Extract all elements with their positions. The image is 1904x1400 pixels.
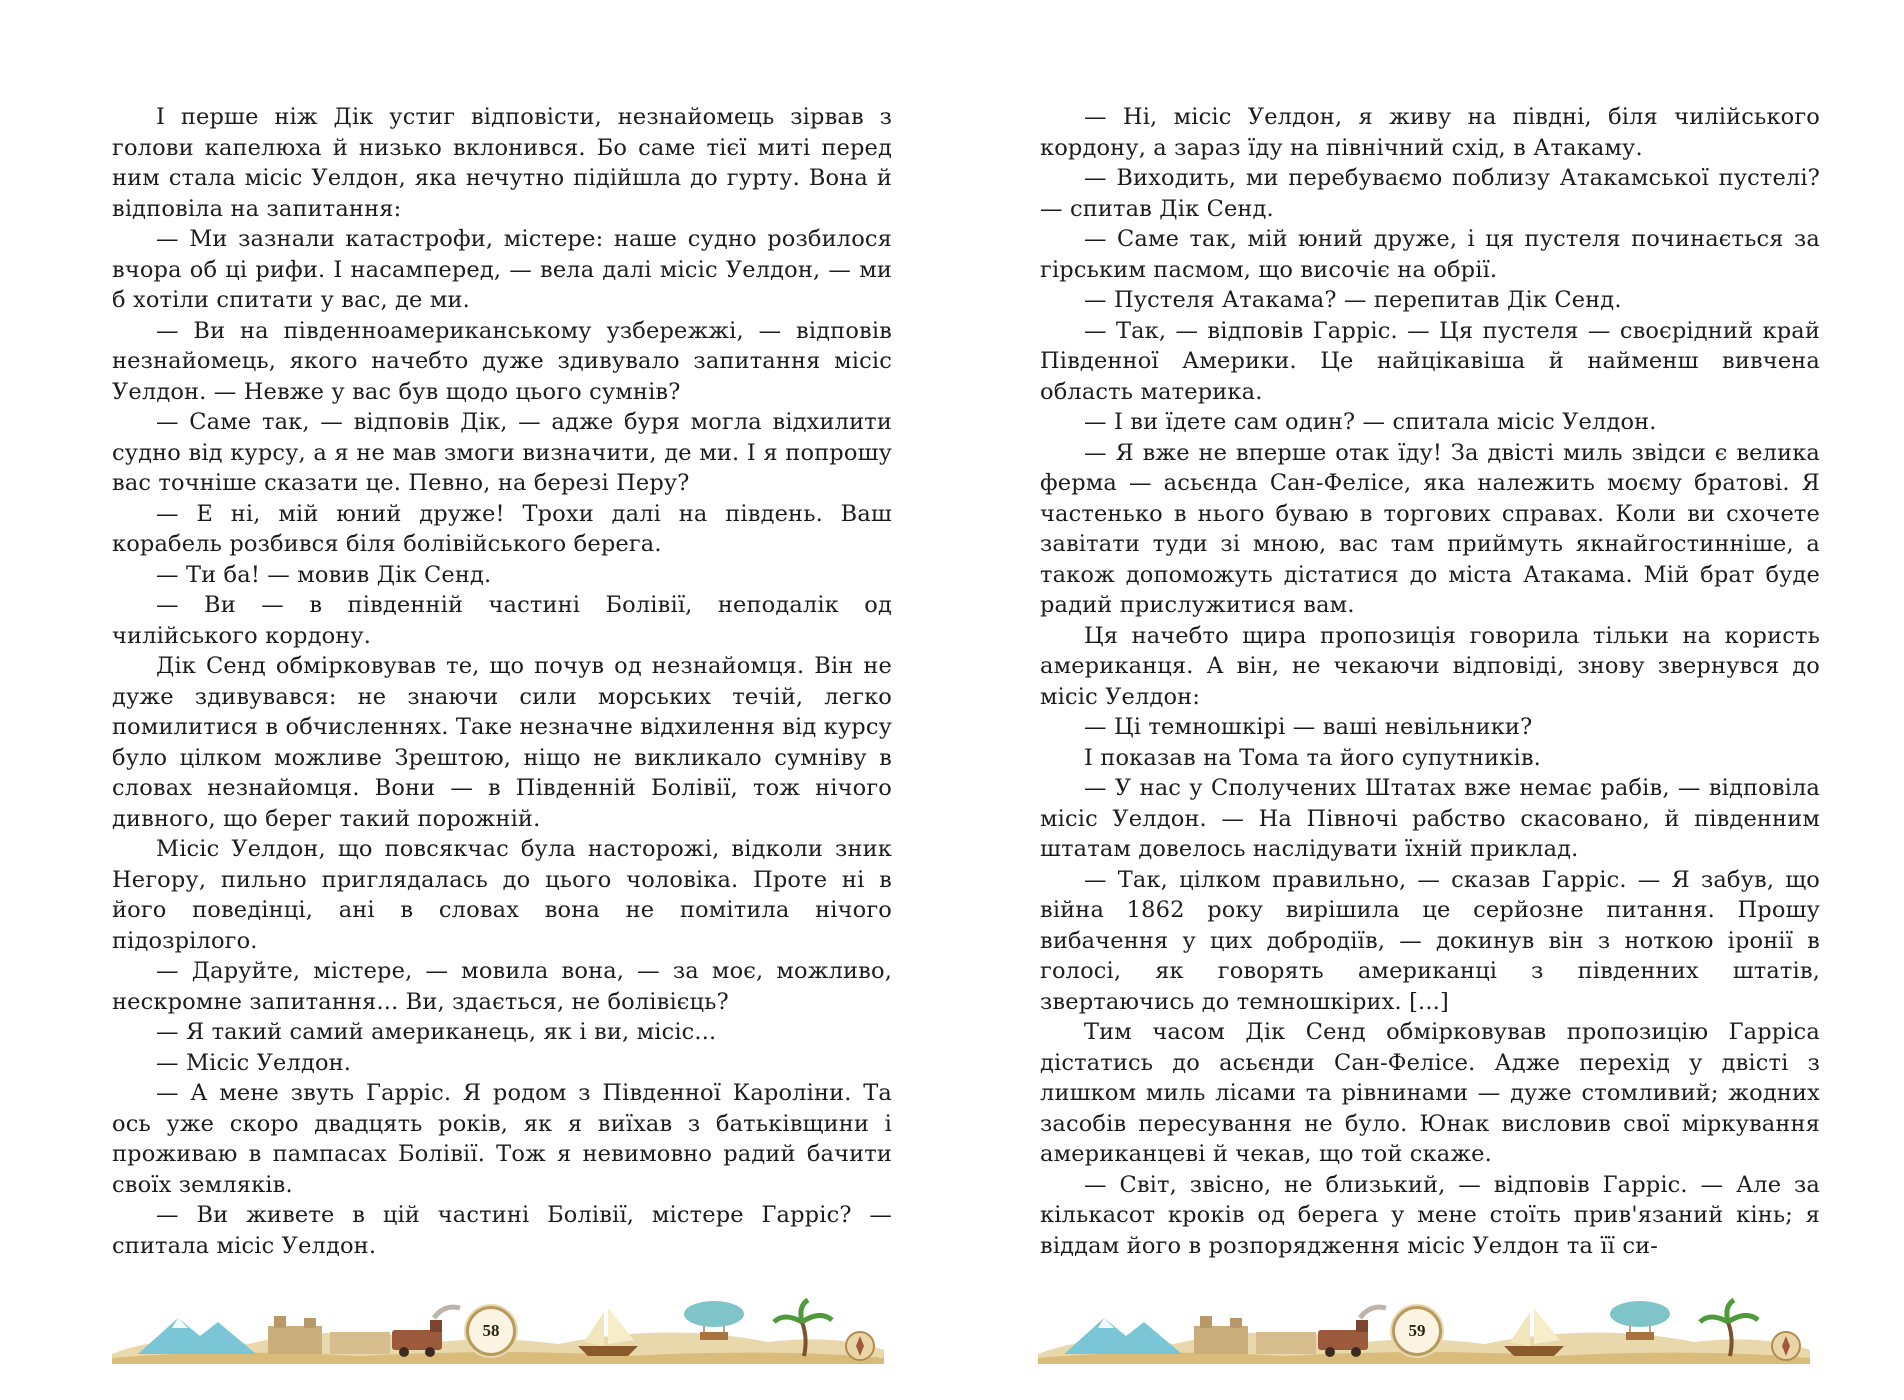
paragraph: — Місіс Уелдон. [156, 1049, 352, 1076]
right-page-text [1040, 102, 1820, 1261]
paragraph: Ця начебто щира пропозиція говорила тільки на користь американця. А він, не чекаючи відповіді, знову звернувся до місіс Уелдон: [1040, 622, 1820, 710]
paragraph: — Ні, місіс Уелдон, я живу на півдні, біля чилійського кордону, а зараз їду на північний схід, в Атакаму. [1040, 104, 1820, 161]
compass-icon [846, 1332, 874, 1360]
paragraph: — Виходить, ми перебуваємо поблизу Атакамської пустелі? — спитав Дік Сенд. [1040, 165, 1820, 222]
paragraph: — Так, цілком правильно, — сказав Гарріс. — Я забув, що війна 1862 року вирішила це серйозне питання. Прошу вибачення у цих добродіїв, — докинув він з ноткою іронії в голосі, як говорять американці з південних штатів, звертаючись до темношкірих. [...] [1040, 866, 1820, 1015]
paragraph: — Так, — відповів Гарріс. — Ця пустеля — своєрідний край Південної Америки. Це найцікавіша й найменш вивчена область материка. [1040, 317, 1820, 405]
left-page-text [112, 102, 892, 1261]
paragraph: — Ви живете в цій частині Болівії, містере Гарріс? — спитала місіс Уелдон. [112, 1202, 892, 1259]
paragraph: — Пустеля Атакама? — перепитав Дік Сенд. [1084, 287, 1622, 313]
sailing-ship-icon [1504, 1308, 1564, 1356]
sailing-ship-icon [578, 1308, 638, 1356]
paragraph: — Ці темношкірі — ваші невільники? [1084, 714, 1533, 740]
paragraph: — Я вже не вперше отак їду! За двісті миль звідси є велика ферма — асьєнда Сан-Фелісе, яка належить моєму братові. Я частенько в нього буваю в торгових справах. Коли ви схочете завітати туди зі мною, вас там приймуть якнайгостинніше, а також допоможуть дістатися до міста Атакама. Мій брат буде радий прислужитися вам. [1040, 439, 1820, 618]
paragraph: — Я такий самий американець, як і ви, місіс... [156, 1019, 717, 1045]
paragraph: — Ви — в південній частині Болівії, неподалік од чилійського кордону. [112, 592, 892, 649]
left-page-footer-banner [108, 1292, 888, 1368]
page-number: 58 [466, 1306, 516, 1356]
compass-icon [1772, 1332, 1800, 1360]
right-page-footer-banner [1034, 1292, 1814, 1368]
paragraph: — Ми зазнали катастрофи, містере: наше судно розбилося вчора об ці рифи. І насамперед, — вела далі місіс Уелдон, — ми б хотіли спитати у вас, де ми. [112, 226, 892, 313]
paragraph: — І ви їдете сам один? — спитала місіс Уелдон. [1084, 409, 1657, 435]
paragraph: — Даруйте, містере, — мовила вона, — за моє, можливо, нескромне запитання... Ви, здається, не болівієць? [112, 958, 892, 1015]
paragraph: — Світ, звісно, не близький, — відповів Гарріс. — Але за кількасот кроків од берега у мене стоїть прив'язаний кінь; я віддам його в розпорядження місіс Уелдон та її си- [1040, 1171, 1820, 1259]
paragraph: — Е ні, мій юний друже! Трохи далі на південь. Ваш корабель розбився біля болівійського берега. [112, 500, 892, 557]
paragraph: — Саме так, мій юний друже, і ця пустеля починається за гірським пасмом, що височіє на обрії. [1040, 226, 1820, 283]
paragraph: І показав на Тома та його супутників. [1084, 744, 1541, 771]
paragraph: — У нас у Сполучених Штатах вже немає рабів, — відповіла місіс Уелдон. — На Півночі рабство скасовано, й південним штатам довелось наслідувати їхній приклад. [1040, 775, 1820, 862]
paragraph: — Ти ба! — мовив Дік Сенд. [156, 561, 492, 588]
page-number: 59 [1392, 1306, 1442, 1356]
mountain-icon [138, 1318, 256, 1354]
paragraph: — Ви на південноамериканському узбережжі, — відповів незнайомець, якого начебто дуже здивувало запитання місіс Уелдон. — Невже у вас був щодо цього сумнів? [112, 317, 892, 405]
right-page [1040, 102, 1820, 1261]
mountain-icon [1064, 1318, 1182, 1354]
paragraph: — Саме так, — відповів Дік, — адже буря могла відхилити судно від курсу, а я не мав змоги визначити, де ми. І я попрошу вас точніше сказати це. Певно, на березі Перу? [112, 409, 892, 496]
paragraph: І перше ніж Дік устиг відповісти, незнайомець зірвав з голови капелюха й низько вклонився. Бо саме тієї миті перед ним стала місіс Уелдон, яка нечутно підійшла до гурту. Вона й відповіла на запитання: [112, 104, 892, 222]
left-page [112, 102, 892, 1261]
paragraph: — А мене звуть Гарріс. Я родом з Південної Кароліни. Та ось уже скоро двадцять років, як я виїхав з батьківщини і проживаю в пампасах Болівії. Тож я невимовно радий бачити своїх земляків. [112, 1080, 892, 1198]
paragraph: Тим часом Дік Сенд обмірковував пропозицію Гарріса дістатись до асьєнди Сан-Фелісе. Адже перехід у двісті з лишком миль лісами та рівнинами — дуже стомливий; жодних засобів пересування не було. Юнак висловив свої міркування американцеві й чекав, що той скаже. [1040, 1019, 1820, 1167]
paragraph: Дік Сенд обмірковував те, що почув од незнайомця. Він не дуже здивувався: не знаючи сили морських течій, легко помилитися в обчисленнях. Таке незначне відхилення від курсу було цілком можливе Зрештою, ніщо не викликало сумніву в словах незнайомця. Вони — в Південній Болівії, тож нічого дивного, що берег такий порожній. [112, 653, 892, 832]
paragraph: Місіс Уелдон, що повсякчас була насторожі, відколи зник Негору, пильно приглядалась до цього чоловіка. Проте ні в його поведінці, ані в словах вона не помітила нічого підозрілого. [112, 836, 892, 954]
